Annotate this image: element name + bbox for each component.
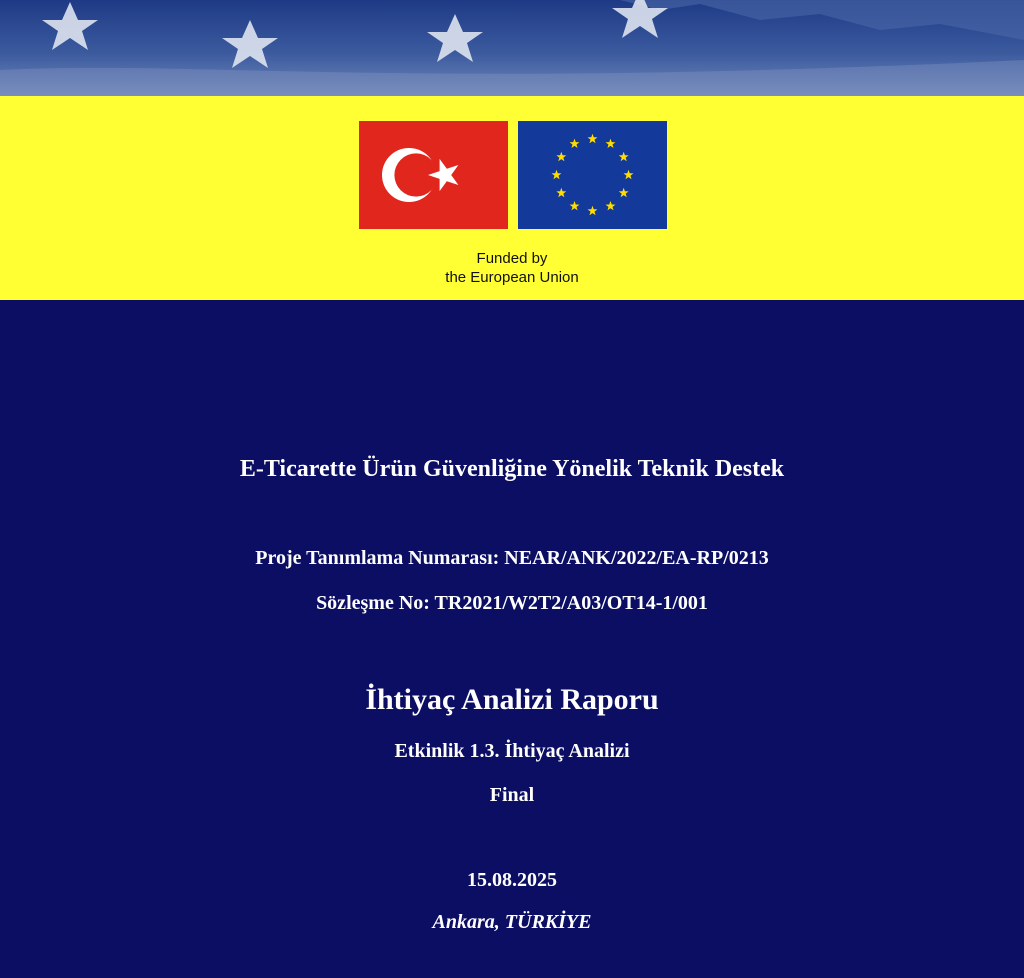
eu-star-icon bbox=[556, 188, 566, 197]
funding-band bbox=[0, 96, 1024, 300]
funded-line-2: the European Union bbox=[445, 269, 579, 286]
funded-by-caption bbox=[0, 249, 1024, 287]
contract-number: Sözleşme No: TR2021/W2T2/A03/OT14-1/001 bbox=[316, 592, 708, 614]
eu-star-icon bbox=[606, 139, 616, 148]
eu-star-icon bbox=[606, 201, 616, 210]
funded-line-1: Funded by bbox=[476, 250, 548, 267]
eu-star-icon bbox=[552, 170, 562, 179]
status-label: Final bbox=[489, 784, 535, 806]
banner-stars-graphic bbox=[0, 0, 1024, 96]
project-title: E-Ticarette Ürün Güvenliğine Yönelik Teknik Destek bbox=[239, 456, 785, 482]
eu-star-icon bbox=[619, 188, 629, 197]
eu-star-icon bbox=[570, 139, 580, 148]
eu-star-icon bbox=[619, 152, 629, 161]
project-id: Proje Tanımlama Numarası: NEAR/ANK/2022/EA-RP/0213 bbox=[255, 547, 769, 569]
report-date: 15.08.2025 bbox=[467, 869, 557, 891]
eu-star-icon bbox=[624, 170, 634, 179]
eu-star-icon bbox=[588, 206, 598, 215]
report-place: Ankara, TÜRKİYE bbox=[432, 911, 592, 933]
report-title: İhtiyaç Analizi Raporu bbox=[365, 683, 659, 716]
eu-star-icon bbox=[570, 201, 580, 210]
eu-flag-icon bbox=[518, 121, 667, 229]
turkey-flag-icon bbox=[359, 121, 508, 229]
eu-flag-banner bbox=[0, 0, 1024, 96]
eu-star-icon bbox=[588, 134, 598, 143]
activity-label: Etkinlik 1.3. İhtiyaç Analizi bbox=[394, 740, 630, 762]
eu-star-icon bbox=[556, 152, 566, 161]
